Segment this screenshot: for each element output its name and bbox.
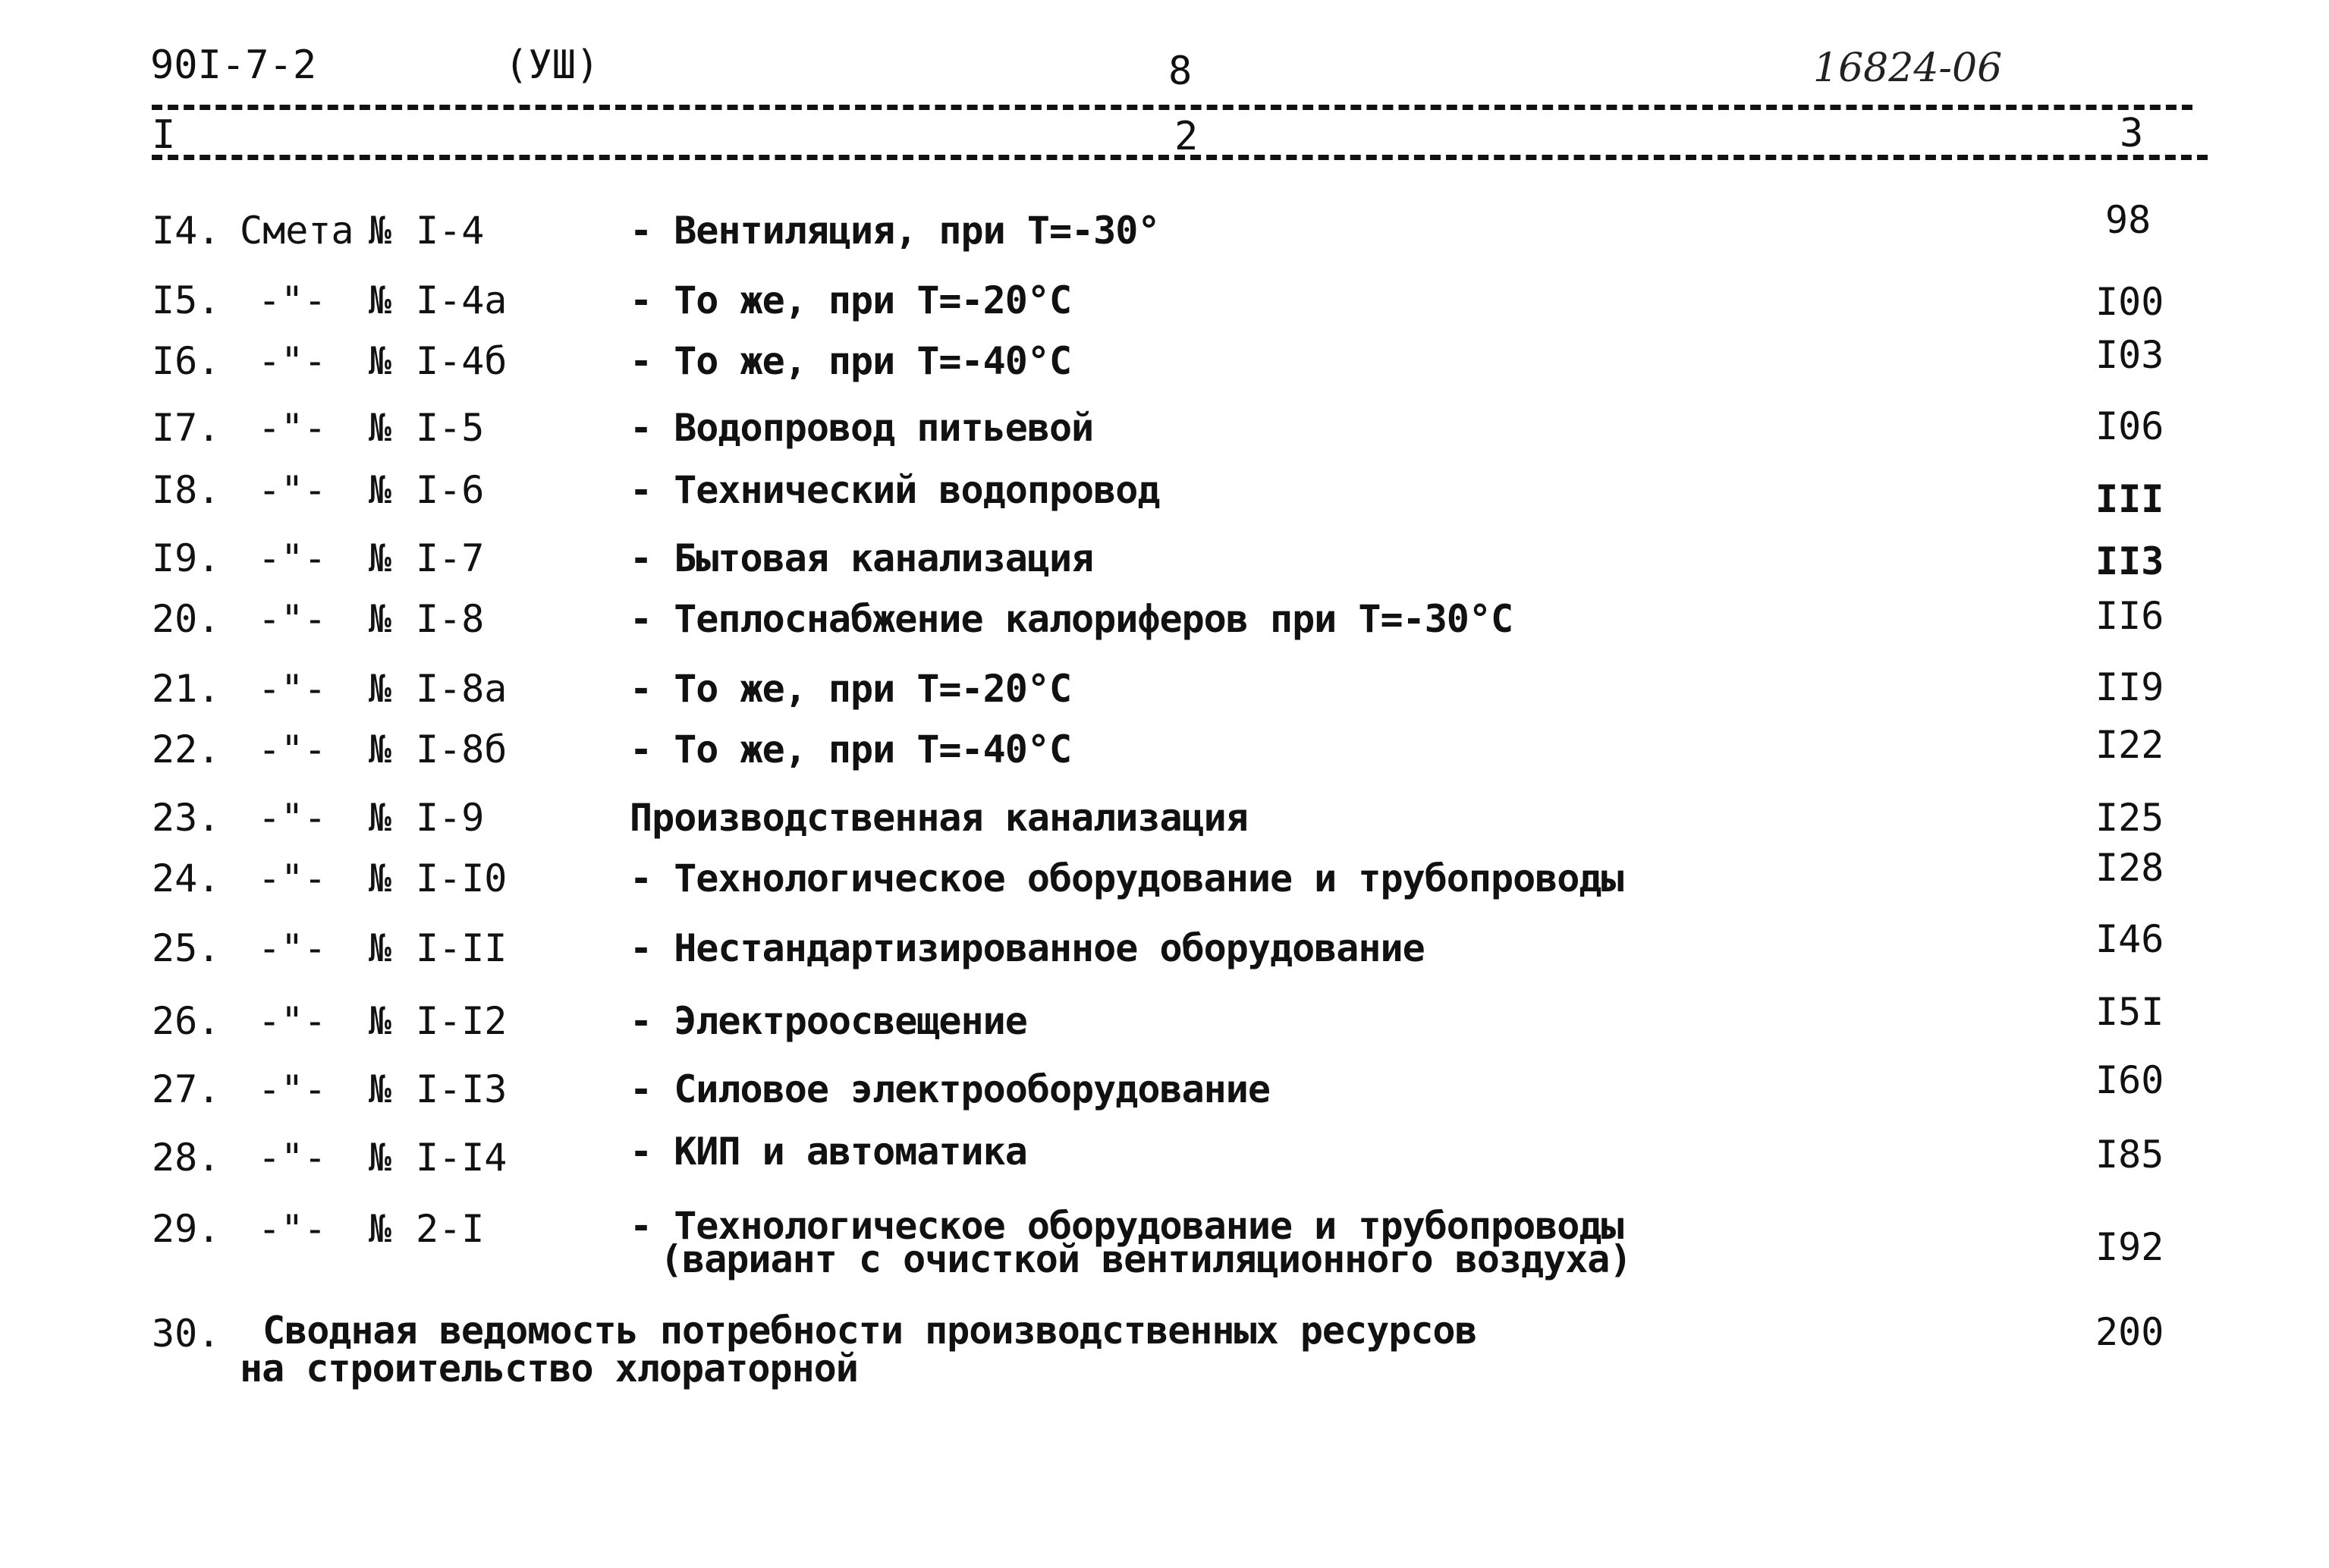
ditto-mark: -"- [258,597,327,641]
page-ref: I5I [2095,990,2164,1034]
row-number: 25. [152,926,221,970]
page-ref: I60 [2095,1058,2164,1102]
ditto-mark: -"- [258,278,327,322]
estimate-code: I-I2 [416,999,508,1043]
number-sign: № [369,406,392,450]
number-sign: № [369,278,392,322]
handwritten-number: 16824-06 [1813,46,2003,91]
number-sign: № [369,727,392,771]
page-ref: II6 [2095,594,2164,638]
ditto-mark: -"- [258,856,327,900]
description: - Водопровод питьевой [630,406,1094,450]
page-ref: 98 [2105,198,2151,242]
estimate-code: I-I0 [416,856,508,900]
page-ref: I92 [2095,1225,2164,1269]
series-code: 90I-7-2 [150,42,317,88]
number-sign: № [369,856,392,900]
description: - Технологическое оборудование и трубопроводы [630,1204,1623,1248]
row-number: 21. [152,667,221,711]
row-number: 30. [152,1312,221,1356]
row-number: I8. [152,468,221,512]
column-2-heading: 2 [1174,114,1199,159]
estimate-code: 2-I [416,1207,485,1251]
page-ref: 200 [2095,1310,2164,1354]
row-number: I5. [152,278,221,322]
column-3-heading: 3 [2120,111,2144,156]
description: - Технический водопровод [630,468,1160,512]
description: - То же, при Т=-20°С [630,667,1072,711]
row-number: I9. [152,536,221,580]
number-sign: № [369,1136,392,1180]
number-sign: № [369,597,392,641]
ditto-mark: -"- [258,468,327,512]
page-ref: I46 [2095,917,2164,961]
description: - Теплоснабжение калориферов при Т=-30°С [630,597,1513,641]
description: - Вентиляция, при Т=-30° [630,209,1160,253]
page-ref: II9 [2095,665,2164,709]
ditto-mark: -"- [258,667,327,711]
description: - Бытовая канализация [630,536,1094,580]
estimate-code: I-8б [416,727,508,771]
estimate-code: I-7 [416,536,485,580]
page-ref: I00 [2095,280,2164,324]
row-number: 24. [152,856,221,900]
number-sign: № [369,667,392,711]
row-number: 22. [152,727,221,771]
page-ref: I25 [2095,796,2164,840]
description: - Нестандартизированное оборудование [630,926,1425,970]
page-ref: I85 [2095,1133,2164,1177]
row-number: 29. [152,1207,221,1251]
ditto-mark: -"- [258,339,327,383]
number-sign: № [369,1207,392,1251]
description: - То же, при Т=-40°С [630,339,1072,383]
ditto-mark: -"- [258,999,327,1043]
description: - КИП и автоматика [630,1130,1027,1174]
page-ref: II3 [2095,539,2164,583]
summary-description-continued: на строительство хлораторной [240,1346,858,1390]
row-number: 28. [152,1136,221,1180]
ditto-mark: -"- [258,1207,327,1251]
row-number: I7. [152,406,221,450]
ditto-mark: -"- [258,536,327,580]
description: - Электроосвещение [630,999,1027,1043]
description: - Силовое электрооборудование [630,1067,1270,1111]
estimate-code: I-5 [416,406,485,450]
number-sign: № [369,339,392,383]
estimate-code: I-II [416,926,508,970]
description: - То же, при Т=-20°С [630,278,1072,322]
description: - То же, при Т=-40°С [630,727,1072,771]
estimate-code: I-6 [416,468,485,512]
number-sign: № [369,999,392,1043]
row-number: I6. [152,339,221,383]
number-sign: № [369,796,392,840]
number-sign: № [369,468,392,512]
row-number: 27. [152,1067,221,1111]
page-number: 8 [1168,49,1193,94]
description: - Технологическое оборудование и трубопроводы [630,856,1623,900]
estimate-code: I-8а [416,667,508,711]
estimate-code: I-4а [416,278,508,322]
estimate-code: I-I4 [416,1136,508,1180]
estimate-code: I-I3 [416,1067,508,1111]
row-number: 20. [152,597,221,641]
ditto-mark: -"- [258,1136,327,1180]
page-ref: I03 [2095,333,2164,377]
number-sign: № [369,1067,392,1111]
estimate-code: I-8 [416,597,485,641]
top-dashed-rule [152,105,2192,110]
ditto-mark: -"- [258,1067,327,1111]
estimate-code: I-9 [416,796,485,840]
page-ref: I22 [2095,723,2164,767]
ditto-mark: -"- [258,406,327,450]
page-ref: III [2095,477,2164,521]
description-continued: (вариант с очисткой вентиляционного воздуха) [660,1237,1632,1281]
row-number: I4. [152,209,221,253]
ditto-mark: -"- [258,796,327,840]
number-sign: № [369,926,392,970]
row-number: 26. [152,999,221,1043]
row-number: 23. [152,796,221,840]
estimate-code: I-4б [416,339,508,383]
page-ref: I06 [2095,404,2164,448]
page-ref: I28 [2095,846,2164,890]
estimate-code: I-4 [416,209,485,253]
document-type: Смета [240,209,354,253]
ditto-mark: -"- [258,727,327,771]
part-label: (УШ) [504,42,600,88]
number-sign: № [369,209,392,253]
column-1-heading: I [152,112,176,158]
number-sign: № [369,536,392,580]
summary-description: Сводная ведомость потребности производственных ресурсов [262,1309,1477,1353]
description: Производственная канализация [630,796,1248,840]
ditto-mark: -"- [258,926,327,970]
